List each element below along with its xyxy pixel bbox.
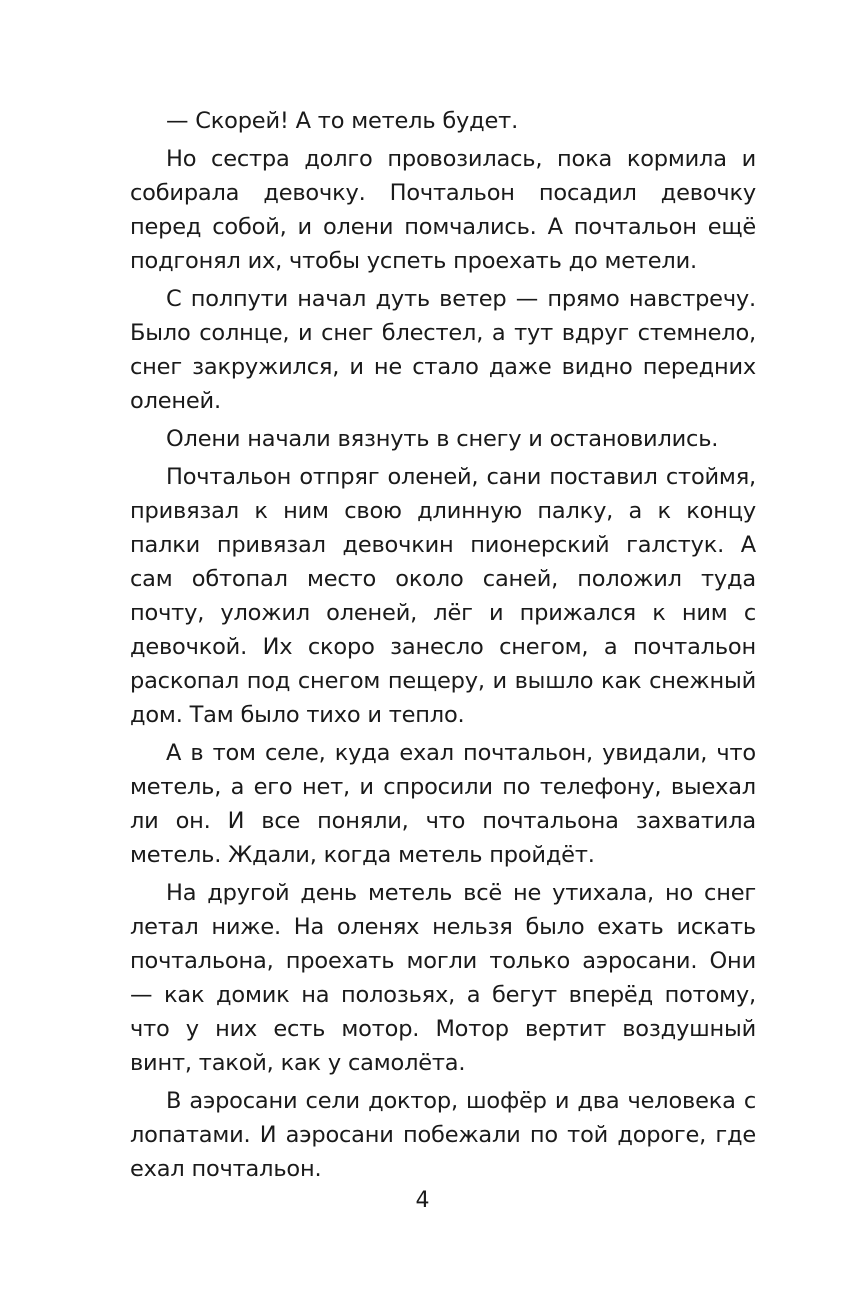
paragraph-2: Но сестра долго провозилась, пока кормила и собирала девочку. Почтальон посадил девочку перед собой, и олени помчались. А почтальон ещё подгонял их, чтобы успеть проехать до метели.	[130, 146, 756, 274]
paragraph-8: В аэросани сели доктор, шофёр и два человека с лопатами. И аэросани побежали по той дороге, где ехал почтальон.	[130, 1088, 756, 1182]
paragraph-1: — Скорей! А то метель будет.	[166, 108, 519, 134]
paragraph-3: С полпути начал дуть ветер — прямо навстречу. Было солнце, и снег блестел, а тут вдруг стемнело, снег закружился, и не стало даже видно передних оленей.	[130, 286, 756, 414]
paragraph-6: А в том селе, куда ехал почтальон, увидали, что метель, а его нет, и спросили по телефону, выехал ли он. И все поняли, что почтальона захватила метель. Ждали, когда метель пройдёт.	[130, 740, 756, 868]
paragraph-7: На другой день метель всё не утихала, но снег летал ниже. На оленях нельзя было ехать искать почтальона, проехать могли только аэросани. Они — как домик на полозьях, а бегут вперёд потому, что у них есть мотор. Мотор вертит воздушный винт, такой, как у самолёта.	[130, 880, 756, 1076]
paragraph-5: Почтальон отпряг оленей, сани поставил стоймя, привязал к ним свою длинную палку, а к концу палки привязал девочкин пионерский галстук. А сам обтопал место около саней, положил туда почту, уложил оленей, лёг и прижался к ним с девочкой. Их скоро занесло снегом, а почтальон раскопал под снегом пещеру, и вышло как снежный дом. Там было тихо и тепло.	[130, 464, 756, 728]
page-body	[130, 104, 756, 1190]
paragraph-4: Олени начали вязнуть в снегу и остановились.	[166, 426, 719, 452]
page-number: 4	[415, 1188, 430, 1213]
